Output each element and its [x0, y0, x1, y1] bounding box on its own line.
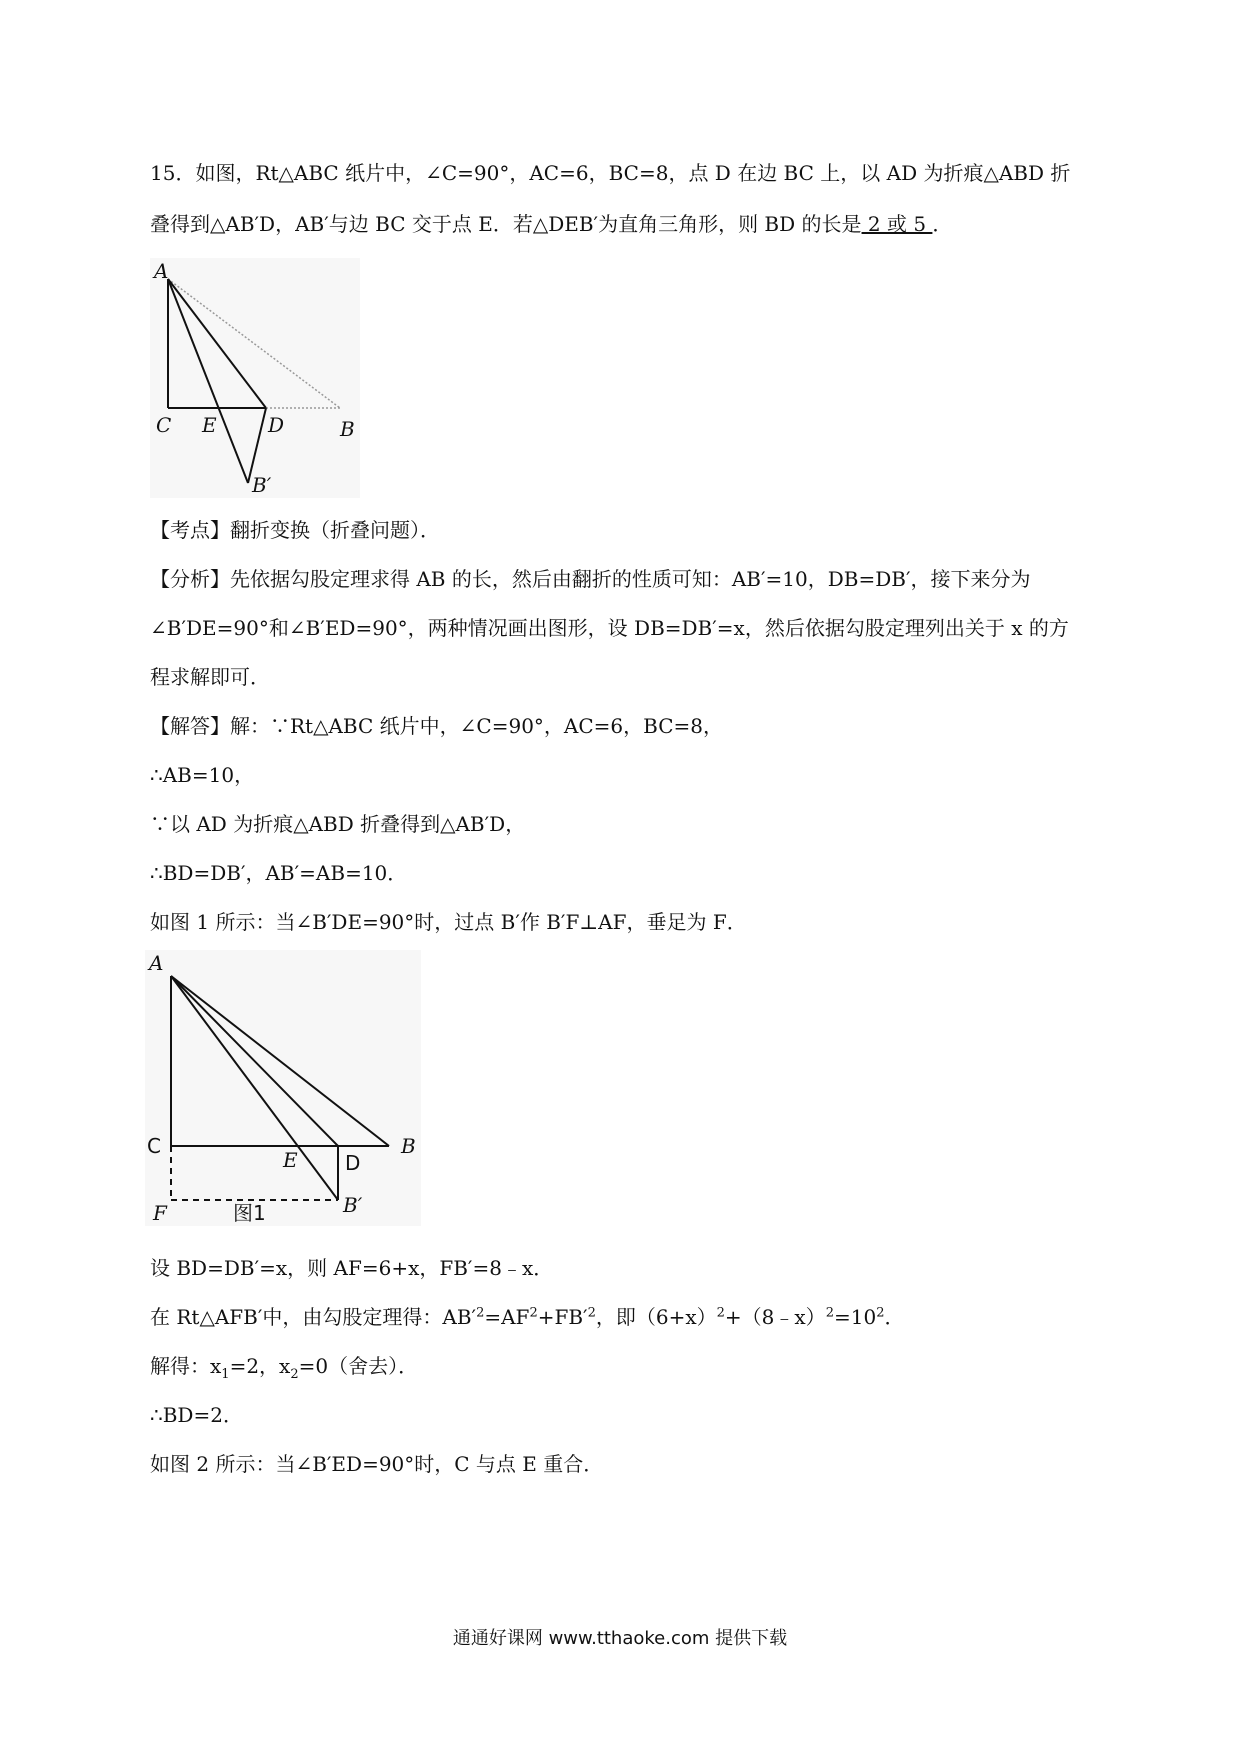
fig1-label-F: F — [153, 1201, 167, 1225]
jieda-line-4: ∴BD=DB′，AB′=AB=10． — [150, 861, 408, 885]
fig1-label-D: D — [345, 1151, 361, 1175]
solution-line-10: 如图 2 所示：当∠B′ED=90°时，C 与点 E 重合． — [150, 1452, 604, 1476]
footer-source: 通通好课网 www.tthaoke.com 提供下载 — [452, 1628, 788, 1649]
fig1-caption: 图1 — [233, 1201, 266, 1225]
label-C: C — [156, 413, 172, 437]
jieda-line-2: ∴AB=10， — [150, 763, 255, 787]
question-end: ． — [932, 212, 953, 236]
fenxi-line-2: ∠B′DE=90°和∠B′ED=90°，两种情况画出图形，设 DB=DB′=x，然后依据勾股定理列出关于 x 的方 — [150, 616, 1069, 640]
label-B: B — [340, 417, 355, 441]
fig1-label-E: E — [283, 1148, 298, 1172]
label-A: A — [154, 259, 169, 283]
solution-line-6: 设 BD=DB′=x，则 AF=6+x，FB′=8﹣x． — [150, 1256, 554, 1280]
question-text: 叠得到△AB′D，AB′与边 BC 交于点 E．若△DEB′为直角三角形，则 BD 的长是 — [150, 212, 862, 236]
label-E: E — [202, 413, 217, 437]
solution-line-8: 解得：$x_1=2$，$x_2=0$（舍去）． — [150, 1354, 419, 1382]
jieda-line-5: 如图 1 所示：当∠B′DE=90°时，过点 B′作 B′F⊥AF，垂足为 F． — [150, 910, 747, 934]
label-D: D — [268, 413, 285, 437]
figure-1 — [145, 950, 421, 1226]
fig1-label-B-prime: B′ — [343, 1193, 363, 1217]
fenxi-line-3: 程求解即可． — [150, 665, 270, 689]
jieda-line-3: ∵以 AD 为折痕△ABD 折叠得到△AB′D， — [150, 812, 526, 836]
fig1-label-A: A — [149, 951, 164, 975]
fig1-label-B: B — [401, 1134, 416, 1158]
fig1-label-C: C — [147, 1134, 161, 1158]
solution-line-7: 在 Rt△AFB′中，由勾股定理得：$AB'^2=AF^2+FB'^2$，即$(6+x)^2+(8﹣x)^2=10^2$． — [150, 1305, 905, 1329]
kaodian: 【考点】翻折变换（折叠问题）． — [150, 518, 440, 542]
question-line-1: 15．如图，Rt△ABC 纸片中，∠C=90°，AC=6，BC=8，点 D 在边 BC 上，以 AD 为折痕△ABD 折 — [150, 161, 1071, 185]
question-line-2 — [150, 210, 952, 238]
answer-blank: 2 或 5 — [861, 212, 933, 236]
label-B-prime: B′ — [252, 473, 272, 497]
figure-folded-triangle — [150, 258, 360, 498]
fenxi-line-1: 【分析】先依据勾股定理求得 AB 的长，然后由翻折的性质可知：AB′=10，DB=DB′，接下来分为 — [150, 567, 1031, 591]
solution-line-9: ∴BD=2． — [150, 1403, 243, 1427]
jieda-line-1: 【解答】解：∵Rt△ABC 纸片中，∠C=90°，AC=6，BC=8， — [150, 714, 723, 738]
